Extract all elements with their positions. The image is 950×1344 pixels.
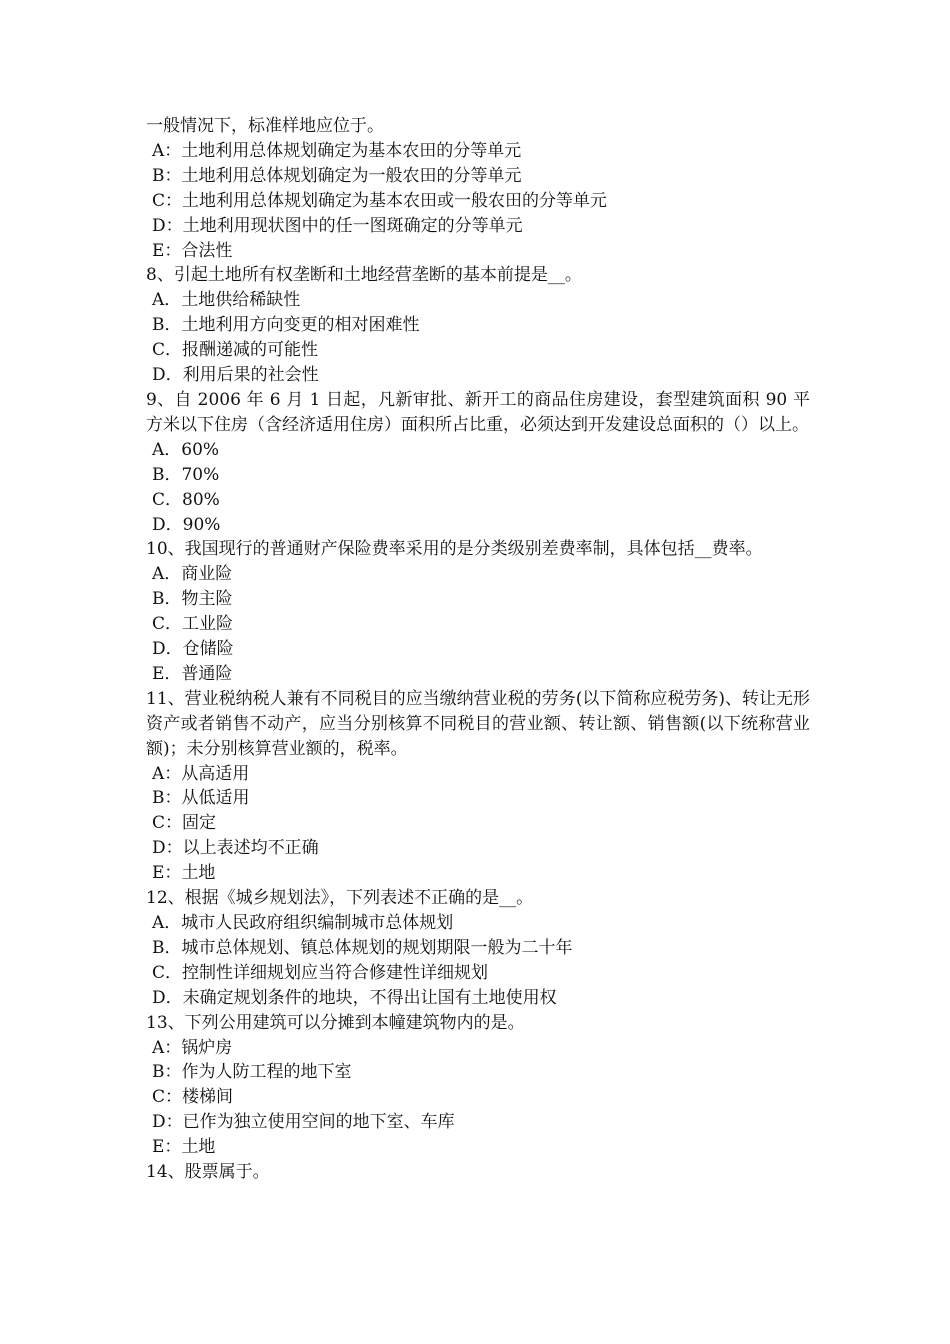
- option-a: A．商业险: [152, 564, 233, 585]
- option-c: C．工业险: [152, 614, 234, 635]
- option-e: E：合法性: [152, 240, 233, 261]
- question-10: 10、我国现行的普通财产保险费率采用的是分类级别差费率制，具体包括__费率。: [146, 539, 763, 560]
- question-14: 14、股票属于。: [146, 1162, 270, 1183]
- option-d: D：土地利用现状图中的任一图斑确定的分等单元: [152, 215, 523, 236]
- option-c: C：固定: [152, 813, 217, 834]
- option-d: D．利用后果的社会性: [152, 365, 319, 386]
- option-d: D：已作为独立使用空间的地下室、车库: [152, 1112, 455, 1133]
- option-a: A．土地供给稀缺性: [152, 290, 301, 311]
- option-d: D．90%: [152, 514, 221, 535]
- option-a: A：从高适用: [152, 763, 250, 784]
- option-a: A．城市人民政府组织编制城市总体规划: [152, 913, 454, 933]
- option-d: D：以上表述均不正确: [152, 838, 319, 859]
- option-c: C．80%: [152, 489, 220, 510]
- option-c: C．报酬递减的可能性: [152, 340, 319, 361]
- question-12: 12、根据《城乡规划法》，下列表述不正确的是__。: [146, 888, 534, 909]
- option-d: D．仓储险: [152, 639, 234, 660]
- exam-text-body: [146, 114, 810, 1185]
- option-b: B．物主险: [152, 589, 233, 610]
- option-e: E：土地: [152, 863, 216, 884]
- question-9: 9、自 2006 年 6 月 1 日起，凡新审批、新开工的商品住房建设，套型建筑面积 90 平方米以下住房（含经济适用住房）面积所占比重，必须达到开发建设总面积的（）以上。: [146, 389, 810, 435]
- option-e: E．普通险: [152, 663, 233, 684]
- option-c: C：土地利用总体规划确定为基本农田或一般农田的分等单元: [152, 190, 608, 211]
- option-a: A：土地利用总体规划确定为基本农田的分等单元: [152, 140, 522, 161]
- option-e: E：土地: [152, 1137, 216, 1158]
- option-b: B：土地利用总体规划确定为一般农田的分等单元: [152, 165, 522, 186]
- option-a: A．60%: [152, 439, 220, 460]
- option-d: D．未确定规划条件的地块，不得出让国有土地使用权: [152, 987, 557, 1008]
- question-text: 一般情况下，标准样地应位于。: [146, 116, 384, 136]
- option-b: B．70%: [152, 464, 220, 485]
- option-a: A：锅炉房: [152, 1037, 233, 1058]
- option-b: B．土地利用方向变更的相对困难性: [152, 315, 420, 336]
- question-11: 11、营业税纳税人兼有不同税目的应当缴纳营业税的劳务(以下简称应税劳务)、转让无形资产或者销售不动产，应当分别核算不同税目的营业额、转让额、销售额(以下统称营业额)；未分别核算营业额的，税率。: [146, 688, 810, 759]
- question-13: 13、下列公用建筑可以分摊到本幢建筑物内的是。: [146, 1012, 525, 1033]
- option-b: B．城市总体规划、镇总体规划的规划期限一般为二十年: [152, 937, 573, 958]
- question-8: 8、引起土地所有权垄断和土地经营垄断的基本前提是__。: [146, 265, 582, 286]
- option-c: C：楼梯间: [152, 1087, 234, 1108]
- option-b: B：从低适用: [152, 788, 250, 809]
- option-b: B：作为人防工程的地下室: [152, 1062, 352, 1083]
- option-c: C．控制性详细规划应当符合修建性详细规划: [152, 962, 489, 983]
